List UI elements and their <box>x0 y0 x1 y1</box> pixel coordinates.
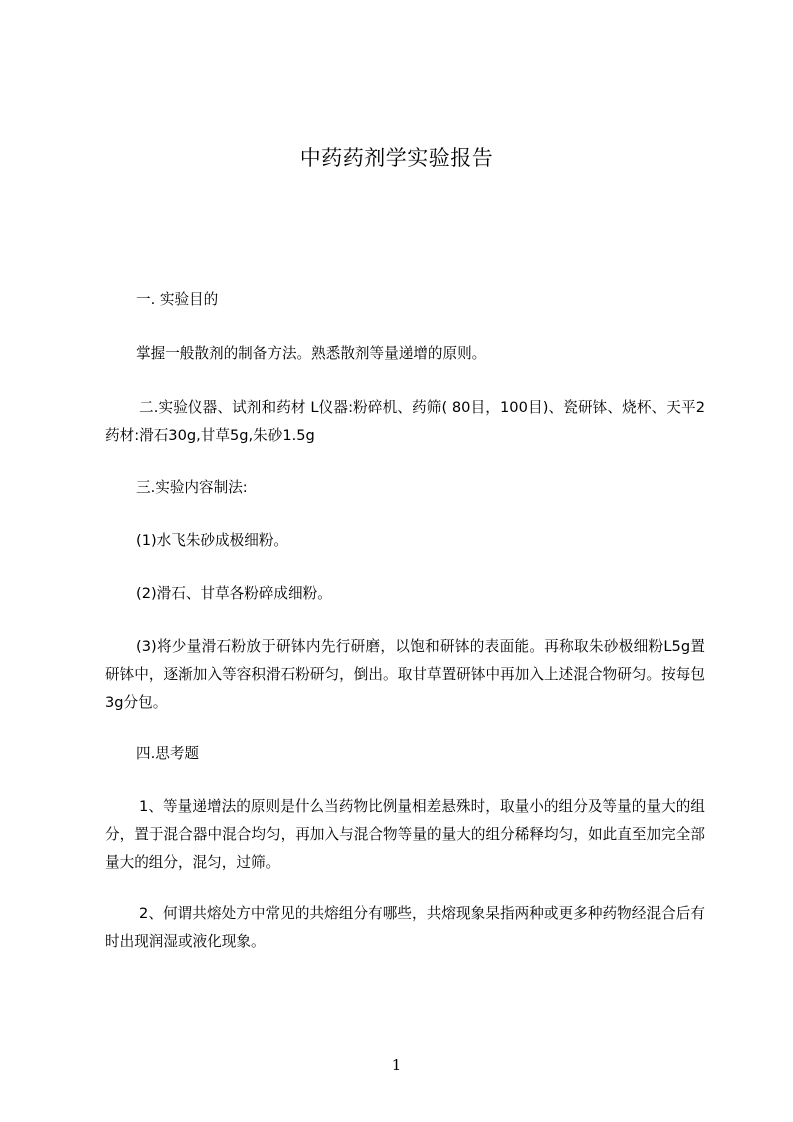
procedure-step-3: (3)将少量滑石粉放于研钵内先行研磨，以饱和研钵的表面能。再称取朱砂极细粉L5g置研钵中，逐渐加入等容积滑石粉研匀，倒出。取甘草置研钵中再加入上述混合物研匀。按每包3g分包。 <box>105 638 705 711</box>
page-number: 1 <box>391 1056 402 1074</box>
section-1-aim-text: 掌握一般散剂的制备方法。熟悉散剂等量递增的原则。 <box>136 345 487 362</box>
procedure-step-1: (1)水飞朱砂成极细粉。 <box>136 532 289 549</box>
section-2-materials-text: 二.实验仪器、试剂和药材 L仪器:粉碎机、药筛( 80目，100目)、瓷研钵、烧杯、天平2药材:滑石30g,甘草5g,朱砂1.5g <box>105 399 705 444</box>
question-1-text: 1、等量递增法的原则是什么当药物比例量相差悬殊时，取量小的组分及等量的量大的组分，置于混合器中混合均匀，再加入与混合物等量的量大的组分稀释均匀，如此直至加完全部量大的组分，混匀，过筛。 <box>105 798 705 871</box>
section-4-heading: 四.思考题 <box>136 745 200 762</box>
procedure-step-2: (2)滑石、甘草各粉碎成细粉。 <box>136 585 332 602</box>
section-3-heading: 三.实验内容制法: <box>136 479 248 496</box>
question-2-text: 2、何谓共熔处方中常见的共熔组分有哪些，共熔现象杲指两种或更多种药物经混合后有时出现润湿或液化现象。 <box>105 905 705 950</box>
document-title: 中药药剂学实验报告 <box>299 146 494 170</box>
section-1-heading: 一. 实验目的 <box>136 291 219 308</box>
